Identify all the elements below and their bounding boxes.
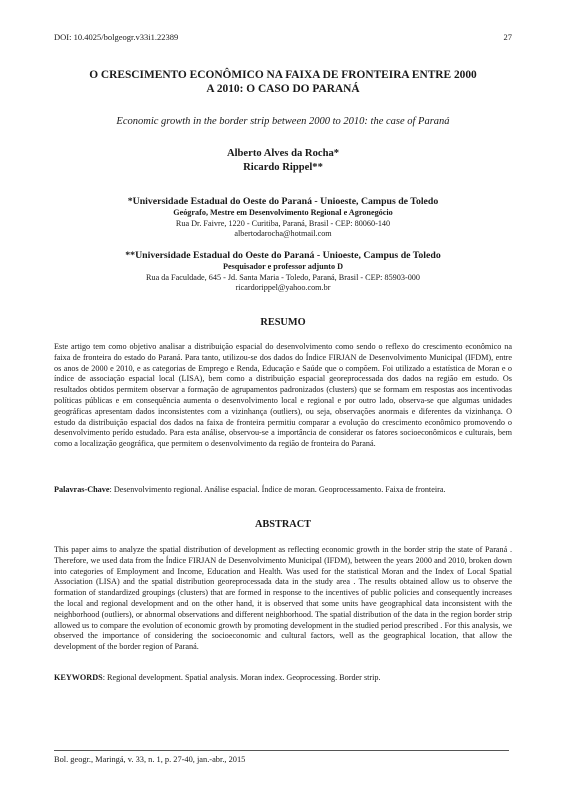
abstract-text: This paper aims to analyze the spatial distribution of development as reflecting economic growth in the border strip the state of Paraná . Therefore, we used data from the Índice FIRJAN de Desenvolvimento Municipal (IFDM), between the years 2000 and 2010, broken down into categories of Employment and Income, Education and Health. Was used for the statistical Moran and the Index of Local Spatial Association (LISA) and the spatial distribution georeprocessada data in the study area . The results obtained allow us to observe the formation of standardized groupings (clusters) that are formed in response to the incentives of public policies and consequently increases the local and regional development and on the other hand, it is observed that some units have geographical data inconsistent with the neighborhood (outliers), or abnormal observations and different neighborhood. The spatial distribution of the data in the region border strip allowed us to compare the evolution of economic growth by promoting development in the studied period prescribed . For this analysis, we observed the importance of considering the socioeconomic and cultural factors, well as the geographical location, that allow the development of the border region of Paraná. [54,545,512,652]
affiliation-1 [54,195,512,240]
english-title: Economic growth in the border strip between 2000 to 2010: the case of Paraná [116,116,450,127]
author-list [54,147,512,174]
affiliation-address: Rua da Faculdade, 645 - Jd. Santa Maria - Toledo, Paraná, Brasil - CEP: 85903-000 [146,272,420,282]
palavras-chave [54,485,512,496]
doi[interactable]: DOI: 10.4025/bolgeogr.v33i1.22389 [54,32,179,42]
abstract-heading: ABSTRACT [254,519,312,530]
affiliation-role: Geógrafo, Mestre em Desenvolvimento Regional e Agronegócio [173,208,393,217]
affiliation-institution: *Universidade Estadual do Oeste do Paraná - Unioeste, Campus de Toledo [127,196,439,207]
keywords-text: : Regional development. Spatial analysis. Moran index. Geoprocessing. Border strip. [102,673,381,682]
keywords [54,673,512,684]
resumo-heading: RESUMO [260,317,306,328]
affiliation-role: Pesquisador e professor adjunto D [222,262,344,271]
title-line-1: O CRESCIMENTO ECONÔMICO NA FAIXA DE FRONTEIRA ENTRE 2000 [89,69,477,81]
keywords-label: KEYWORDS [54,673,103,682]
affiliation-email[interactable]: ricardorippel@yahoo.com.br [235,283,331,293]
keywords-text: : Desenvolvimento regional. Análise espacial. Índice de moran. Geoprocessamento. Faixa de fronteira. [109,485,446,494]
footer-divider [54,750,509,751]
journal-citation: Bol. geogr., Maringá, v. 33, n. 1, p. 27-40, jan.-abr., 2015 [54,755,246,764]
page-number: 27 [503,32,512,42]
author-2: Ricardo Rippel** [243,161,323,173]
affiliation-email[interactable]: albertodarocha@hotmail.com [234,229,332,239]
resumo-text: Este artigo tem como objetivo analisar a distribuição espacial do desenvolvimento como sendo o reflexo do crescimento econômico na faixa de fronteira do estado do Paraná. Para tanto, utilizou-se dos dados do Índice FIRJAN de Desenvolvimento Municipal (IFDM), entre os anos de 2000 e 2010, e as categorias de Emprego e Renda, Educação e Saúde que o compõem. Foi utilizado a estatística de Moran e o índice de associação espacial local (LISA), bem como a distribuição espacial georeprocessada dos dados na região em estudo. Os resultados obtidos permitem observar a formação de agrupamentos padronizados (clusters) que se formam em respostas aos incentivodas políticas públicas e em consequência aumenta o desenvolvimento local e regional e por outro lado, observa-se que algumas unidades geográficas apresentam dados inconsistentes com a vizinhança (outliers), ou seja, observações anormais e diferentes da vizinhança. O estudo da distribuição espacial dos dados na faixa de fronteira permitiu comparar a evolução do crescimento econômico promovendo o desenvolvimento perído estudado. Para esta análise, observou-se a importância de considerar os fatores socioeconômicos e culturais, bem como a localização geográfica, que permitem o desenvolvimento da região de fronteira do Paraná. [54,342,512,449]
affiliation-institution: **Universidade Estadual do Oeste do Paraná - Unioeste, Campus de Toledo [125,250,441,261]
keywords-label: Palavras-Chave [54,485,110,494]
affiliation-2 [54,249,512,294]
title-line-2: A 2010: O CASO DO PARANÁ [206,83,360,95]
author-1: Alberto Alves da Rocha* [226,148,340,159]
article-title [54,68,512,96]
affiliation-address: Rua Dr. Faivre, 1220 - Curitiba, Paraná, Brasil - CEP: 80060-140 [175,218,391,228]
